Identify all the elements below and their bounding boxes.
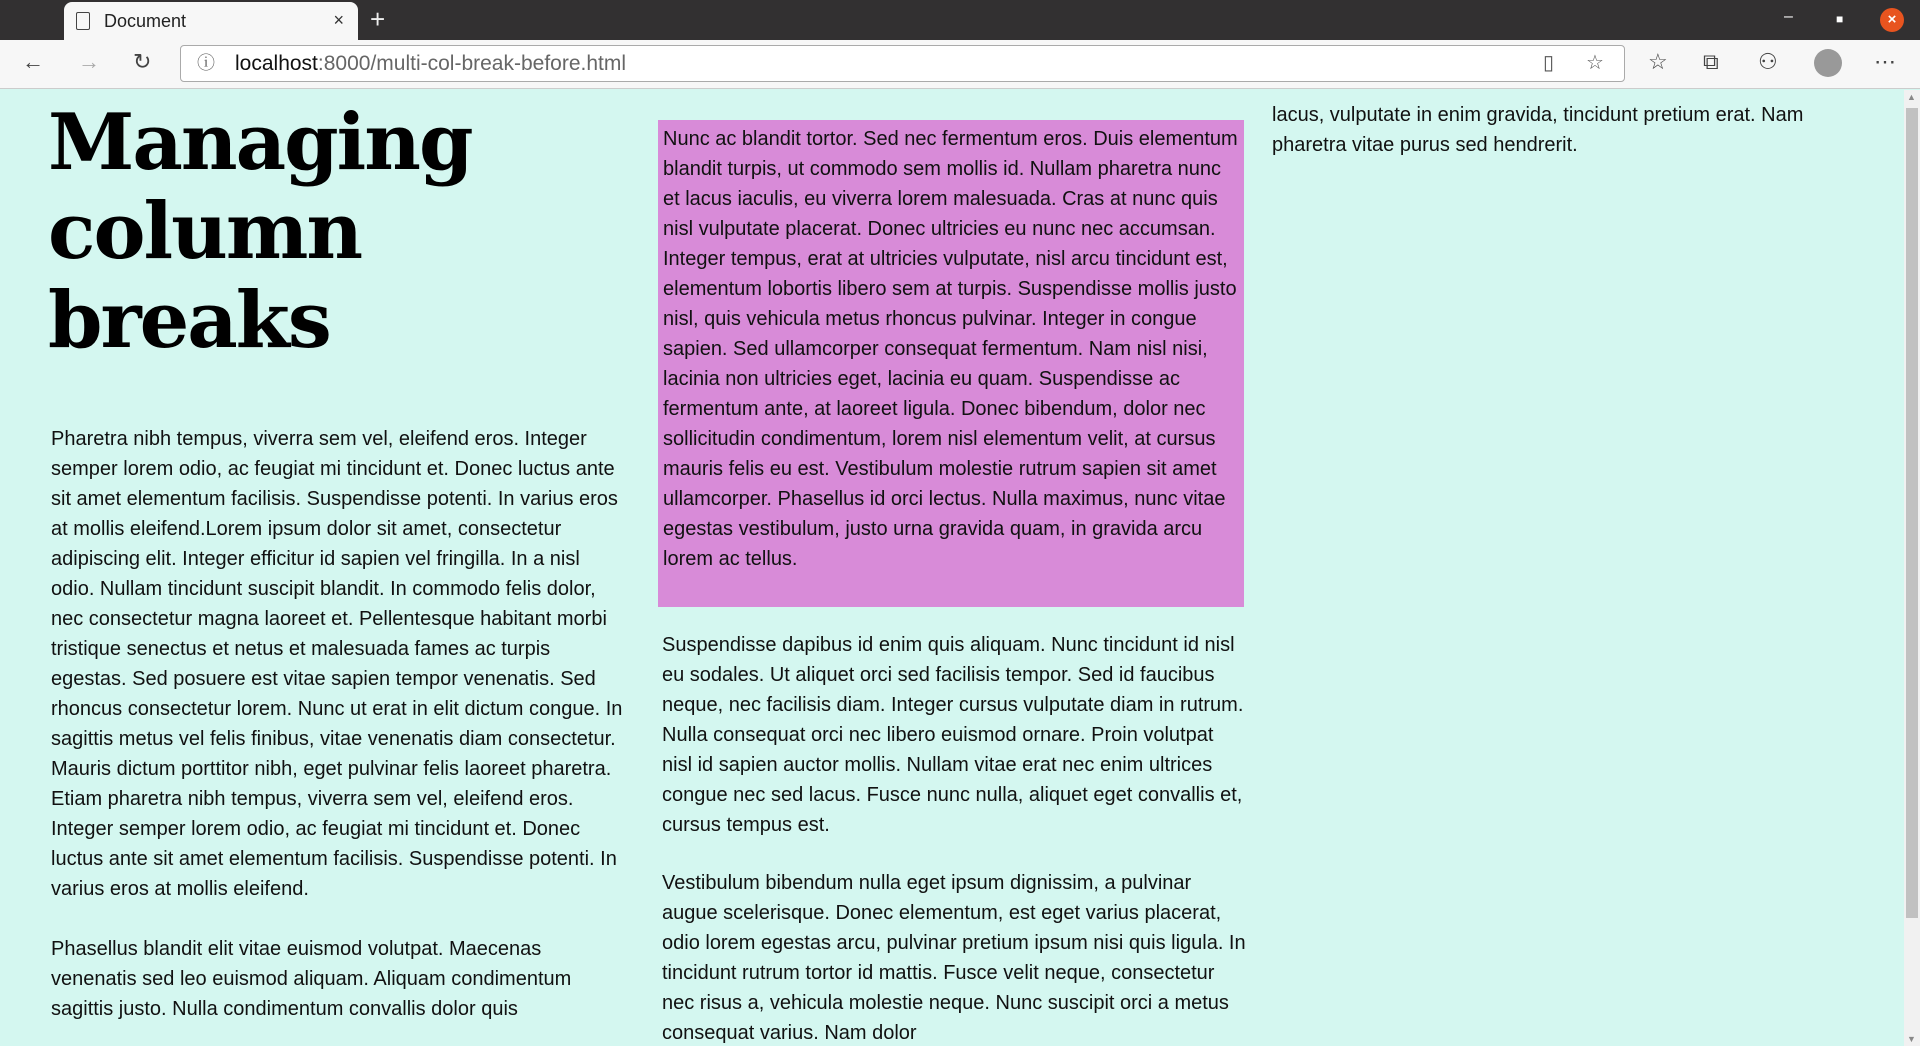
tab-bar — [0, 0, 1920, 40]
forward-button[interactable]: → — [78, 49, 100, 74]
paragraph: lacus, vulputate in enim gravida, tincidunt pretium erat. Nam pharetra vitae purus sed hendrerit. — [1272, 104, 1804, 156]
minimize-button[interactable]: – — [1784, 8, 1793, 25]
close-window-button[interactable]: × — [1880, 8, 1904, 32]
paragraph: Vestibulum bibendum nulla eget ipsum dignissim, a pulvinar augue scelerisque. Donec elementum, est eget varius placerat, odio lorem egestas arcu, pulvinar pretium ipsum nisi quis ligula. In tincidunt rutrum tortor id mattis. Fusce velit neque, consectetur nec risus a, vehicula molestie neque. Nunc suscipit orci a metus consequat varius. Nam dolor — [662, 872, 1246, 1044]
column-3 — [1272, 100, 1872, 160]
maximize-button[interactable]: ■ — [1836, 12, 1844, 26]
paragraph: Pharetra nibh tempus, viverra sem vel, eleifend eros. Integer semper lorem odio, ac feugiat mi tincidunt et. Donec luctus ante sit amet elementum facilisis. Suspendisse potenti. In varius eros at mollis eleifend.Lorem ipsum dolor sit amet, consectetur adipiscing elit. Integer efficitur id sapien vel fringilla. In a nisl odio. Nullam tincidunt suscipit blandit. In commodo felis dolor, nec consectetur magna laoreet et. Pellentesque habitant morbi tristique senectus et netus et malesuada fames ac turpis egestas. Sed posuere est vitae sapien tempor venenatis. Sed rhoncus consectetur lorem. Nunc ut erat in elit dictum congue. In sagittis metus vel felis finibus, vitae venenatis diam consectetur. Mauris dictum porttitor nibh, eget pulvinar felis laoreet pharetra. Etiam pharetra nibh tempus, viverra sem vel, eleifend eros. Integer semper lorem odio, ac feugiat mi tincidunt et. Donec luctus ante sit amet elementum facilisis. Suspendisse potenti. In varius eros at mollis eleifend. — [51, 428, 623, 900]
profile-avatar[interactable] — [1814, 49, 1842, 77]
column-1 — [51, 424, 625, 1024]
close-tab-icon[interactable]: × — [333, 10, 344, 30]
add-favorite-icon[interactable]: ☆ — [1586, 52, 1604, 74]
scroll-up-arrow[interactable]: ▲ — [1907, 92, 1916, 102]
new-tab-button[interactable]: + — [370, 4, 386, 34]
address-bar[interactable] — [180, 45, 1625, 82]
highlighted-box — [658, 120, 1244, 607]
page-content — [0, 90, 1904, 1046]
back-button[interactable]: ← — [22, 49, 44, 74]
read-aloud-icon[interactable]: ▯ — [1543, 52, 1555, 74]
paragraph: Suspendisse dapibus id enim quis aliquam. Nunc tincidunt id nisl eu sodales. Ut aliquet orci sed facilisis tempor. Sed id faucibus neque, nec facilisis diam. Integer cursus vulputate diam in rutrum. Nulla consequat orci nec libero euismod ornare. Proin volutpat nisl id sapien auctor mollis. Nullam vitae erat nec enim ultrices congue nec sed lacus. Fusce nunc nulla, aliquet eget convallis et, cursus tempus est. — [662, 634, 1244, 836]
paragraph: Phasellus blandit elit vitae euismod volutpat. Maecenas venenatis sed leo euismod aliquam. Aliquam condimentum sagittis justo. Nulla condimentum convallis dolor quis — [51, 938, 572, 1020]
scrollbar-thumb[interactable] — [1906, 108, 1918, 918]
favorites-icon[interactable]: ☆ — [1648, 49, 1668, 74]
tab-document[interactable] — [64, 2, 358, 40]
tab-title: Document — [104, 10, 187, 31]
page-title: Managing column breaks — [48, 97, 472, 366]
collections-icon[interactable]: ⧉ — [1703, 49, 1719, 74]
vertical-scrollbar[interactable] — [1904, 90, 1920, 1046]
reload-button[interactable]: ↻ — [133, 49, 152, 74]
highlighted-paragraph: Nunc ac blandit tortor. Sed nec fermentum eros. Duis elementum blandit turpis, ut commodo sem mollis id. Nullam pharetra nunc et lacus iaculis, eu viverra lorem malesuada. Cras at nunc quis nisl vulputate placerat. Donec ultricies eu nunc nec accumsan. Integer tempus, erat at ultricies vulputate, nisl arcu tincidunt est, elementum lobortis libero sem at turpis. Suspendisse mollis justo nisl, quis vehicula metus rhoncus pulvinar. Integer in congue sapien. Sed ullamcorper consequat fermentum. Nam nisl nisi, lacinia non ultricies eget, lacinia eu quam. Suspendisse ac fermentum ante, at laoreet ligula. Donec bibendum, dolor nec sollicitudin condimentum, lorem nisl elementum velit, at cursus mauris felis eu est. Vestibulum molestie rutrum sapien sit amet ullamcorper. Phasellus id orci lectus. Nulla maximus, nunc vitae egestas vestibulum, justo urna gravida quam, in gravida arcu lorem ac tellus. — [663, 128, 1238, 570]
document-icon — [76, 12, 90, 30]
navigation-bar — [0, 40, 1920, 89]
share-icon[interactable]: ⚇ — [1758, 49, 1778, 74]
more-menu-icon[interactable]: ⋯ — [1874, 49, 1896, 74]
info-icon[interactable]: ⓘ — [197, 53, 215, 73]
column-2 — [662, 630, 1247, 1046]
scroll-down-arrow[interactable]: ▼ — [1907, 1034, 1916, 1044]
url-path: :8000/multi-col-break-before.html — [317, 52, 627, 75]
url-host: localhost — [235, 52, 318, 75]
